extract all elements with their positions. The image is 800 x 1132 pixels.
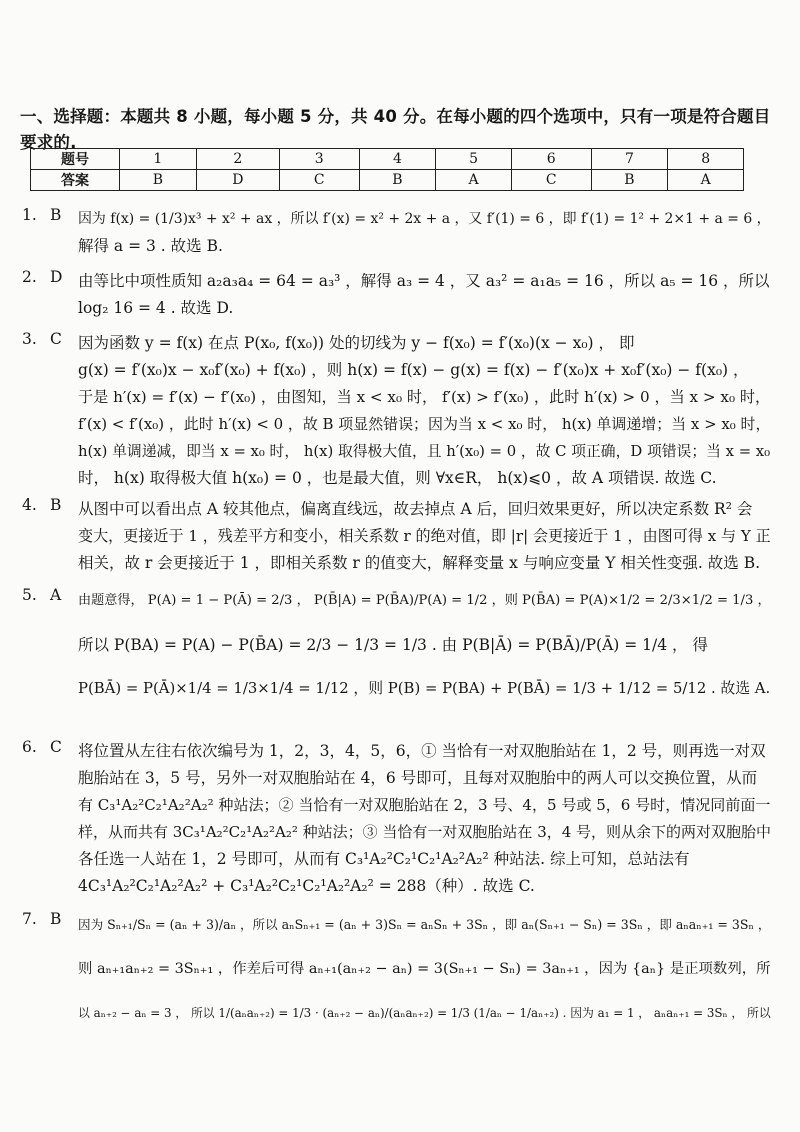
- answer-cell: A: [436, 170, 512, 191]
- line-gap: [78, 984, 778, 998]
- section-heading: 一、选择题：本题共 8 小题，每小题 5 分，共 40 分。在每小题的四个选项中，只有一项是符合题目要求的.: [20, 107, 771, 152]
- answer-cell: B: [120, 170, 197, 191]
- question-number-cell: 1: [120, 149, 197, 170]
- solution-answer-key: D: [50, 268, 63, 286]
- question-number-row: [31, 149, 744, 170]
- question-number-cell: 5: [436, 149, 512, 170]
- solution-number: 7.: [22, 910, 37, 928]
- solution-answer-key: B: [50, 206, 62, 224]
- question-number-cell: 4: [359, 149, 436, 170]
- solution-body: [78, 496, 778, 577]
- solution-line: 从图中可以看出点 A 较其他点，偏离直线远，故去掉点 A 后，回归效果更好，所以决定系数 R² 会: [78, 500, 753, 518]
- solution-body: [78, 738, 778, 900]
- line-gap: [78, 660, 778, 674]
- line-gap: [78, 616, 778, 630]
- solution-answer-key: B: [50, 496, 62, 514]
- solution-answer-key: B: [50, 910, 62, 928]
- solution-line: 有 C₃¹A₂²C₂¹A₂²A₂² 种站法；② 当恰有一对双胞胎站在 2，3 号、4，5 号或 5，6 号时，情况同前面一: [78, 796, 771, 814]
- solution-line: 以 aₙ₊₂ − aₙ = 3 ， 所以 1/(aₙaₙ₊₂) = 1/3 · (aₙ₊₂ − aₙ)/(aₙaₙ₊₂) = 1/3 (1/aₙ − 1/aₙ₊₂) . 因为 a₁ = 1 ， aₙaₙ₊₁ = 3Sₙ ， 所以: [78, 1006, 771, 1020]
- solution-line: 解得 a = 3 . 故选 B.: [78, 237, 223, 255]
- solution-answer-key: C: [50, 738, 62, 756]
- answer-cell: B: [591, 170, 668, 191]
- solution-line: 则 aₙ₊₁aₙ₊₂ = 3Sₙ₊₁ ，作差后可得 aₙ₊₁(aₙ₊₂ − aₙ) = 3(Sₙ₊₁ − Sₙ) = 3aₙ₊₁ ，因为 {aₙ} 是正项数列，所: [78, 961, 771, 977]
- solution-line: 4C₃¹A₂²C₂¹A₂²A₂² + C₃¹A₂²C₂¹C₂¹A₂²A₂² = 288（种）. 故选 C.: [78, 877, 535, 895]
- answer-cell: C: [279, 170, 359, 191]
- solution-line: 样，从而共有 3C₃¹A₂²C₂¹A₂²A₂² 种站法；③ 当恰有一对双胞胎站在 3，4 号，则从余下的两对双胞胎中: [78, 823, 772, 841]
- solution-line: 于是 h′(x) = f′(x) − f′(x₀) ，由图知，当 x < x₀ 时， f′(x) > f′(x₀) ，此时 h′(x) > 0 ，当 x > x₀ 时，: [78, 388, 771, 406]
- solution-line: 由题意得， P(A) = 1 − P(Ā) = 2/3 ， P(B̄|A) = P(B̄A)/P(A) = 1/2 ，则 P(B̄A) = P(A)×1/2 = 2/3×1/2 = 1/3 ，: [78, 593, 771, 608]
- row-label-answer: 答案: [31, 170, 120, 191]
- solution-line: 所以 P(BA) = P(A) − P(B̄A) = 2/3 − 1/3 = 1/3 . 由 P(B|Ā) = P(BĀ)/P(Ā) = 1/4 ， 得: [78, 636, 708, 654]
- solution-body: [78, 268, 778, 322]
- solution-line: 变大，更接近于 1 ，残差平方和变小，相关系数 r 的绝对值，即 |r| 会更接近于 1 ，由图可得 x 与 Y 正: [78, 527, 771, 545]
- solution-answer-key: A: [50, 586, 62, 604]
- question-number-cell: 6: [511, 149, 591, 170]
- solution-number: 3.: [22, 330, 37, 348]
- solution-number: 5.: [22, 586, 37, 604]
- solution-line: 将位置从左往右依次编号为 1，2，3，4，5，6，① 当恰有一对双胞胎站在 1，2 号，则再选一对双: [78, 742, 766, 760]
- question-number-cell: 3: [279, 149, 359, 170]
- solution-number: 2.: [22, 268, 37, 286]
- solution-line: 各任选一人站在 1，2 号即可，从而有 C₃¹A₂²C₂¹C₂¹A₂²A₂² 种站法. 综上可知，总站法有: [78, 850, 690, 868]
- solution-body: [78, 330, 778, 492]
- solution-line: 由等比中项性质知 a₂a₃a₄ = 64 = a₃³ ，解得 a₃ = 4 ，又 a₃² = a₁a₅ = 16 ，所以 a₅ = 16 ，所以: [78, 272, 770, 290]
- solution-body: [78, 586, 778, 704]
- solution-line: h(x) 单调递减，即当 x = x₀ 时， h(x) 取得极大值，且 h′(x₀) = 0 ，故 C 项正确，D 项错误；当 x = x₀: [78, 443, 771, 460]
- answer-key-table: [30, 148, 744, 191]
- answer-cell: D: [196, 170, 279, 191]
- question-number-cell: 2: [196, 149, 279, 170]
- solution-number: 4.: [22, 496, 37, 514]
- question-number-cell: 7: [591, 149, 668, 170]
- answer-row: [31, 170, 744, 191]
- solution-number: 1.: [22, 206, 37, 224]
- solution-line: 因为 Sₙ₊₁/Sₙ = (aₙ + 3)/aₙ ，所以 aₙSₙ₊₁ = (aₙ + 3)Sₙ = aₙSₙ + 3Sₙ ，即 aₙ(Sₙ₊₁ − Sₙ) = 3Sₙ ，即 aₙaₙ₊₁ = 3Sₙ ，: [78, 917, 771, 932]
- row-label-question-number: 题号: [31, 149, 120, 170]
- answer-cell: B: [359, 170, 436, 191]
- solution-line: P(BĀ) = P(Ā)×1/4 = 1/3×1/4 = 1/12 ，则 P(B) = P(BA) + P(BĀ) = 1/3 + 1/12 = 5/12 . 故选 A.: [78, 680, 771, 697]
- answer-cell: A: [668, 170, 744, 191]
- solution-line: 因为函数 y = f(x) 在点 P(x₀, f(x₀)) 处的切线为 y − f(x₀) = f′(x₀)(x − x₀) ， 即: [78, 334, 635, 352]
- solution-line: f′(x) < f′(x₀) ，此时 h′(x) < 0 ，故 B 项显然错误；因为当 x < x₀ 时， h(x) 单调递增；当 x > x₀ 时，: [78, 415, 771, 433]
- solution-line: 因为 f(x) = (1/3)x³ + x² + ax ，所以 f′(x) = x² + 2x + a ，又 f′(1) = 6 ，即 f′(1) = 1² + 2×1 + a = 6 ，: [78, 211, 771, 227]
- solution-body: [78, 206, 778, 260]
- solution-number: 6.: [22, 738, 37, 756]
- solution-line: 时， h(x) 取得极大值 h(x₀) = 0 ，也是最大值，则 ∀x∈R， h(x)⩽0 ，故 A 项错误. 故选 C.: [78, 469, 717, 487]
- question-number-cell: 8: [668, 149, 744, 170]
- solution-line: g(x) = f′(x₀)x − x₀f′(x₀) + f(x₀) ，则 h(x) = f(x) − g(x) = f(x) − f′(x₀)x + x₀f′(x₀) − f(x₀) ，: [78, 361, 749, 379]
- answer-cell: C: [511, 170, 591, 191]
- solution-line: 胞胎站在 3，5 号，另外一对双胞胎站在 4，6 号即可，且每对双胞胎中的两人可以交换位置，从而: [78, 769, 758, 787]
- solution-answer-key: C: [50, 330, 62, 348]
- solution-line: log₂ 16 = 4 . 故选 D.: [78, 299, 234, 317]
- line-gap: [78, 940, 778, 954]
- solution-line: 相关，故 r 会更接近于 1 ，即相关系数 r 的值变大，解释变量 x 与响应变量 Y 相关性变强. 故选 B.: [78, 554, 761, 572]
- solution-body: [78, 910, 778, 1028]
